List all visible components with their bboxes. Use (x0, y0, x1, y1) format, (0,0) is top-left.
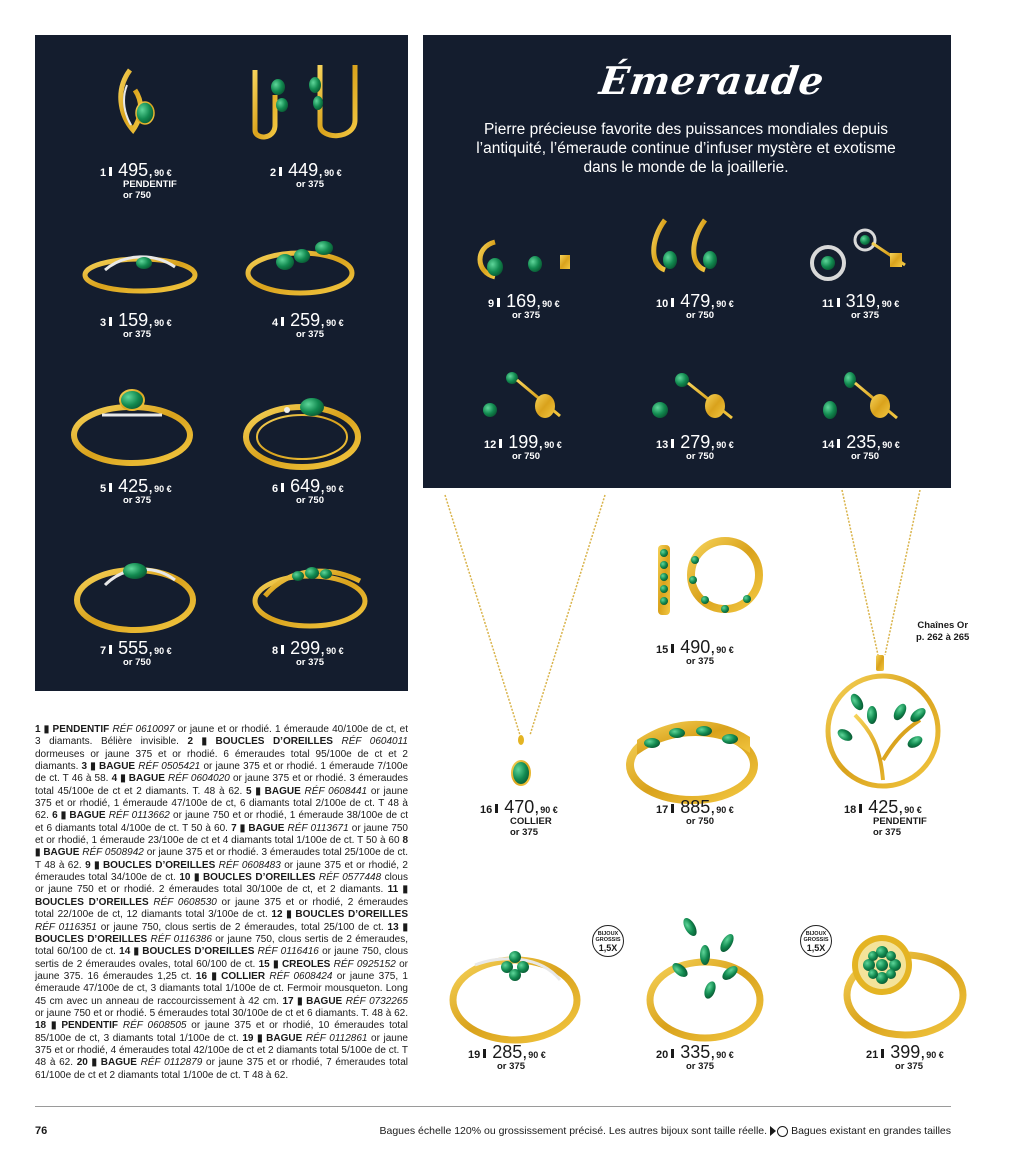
bullet-mark (281, 317, 284, 326)
page-number: 76 (35, 1125, 48, 1137)
product-19-image (453, 951, 577, 1040)
bullet-mark (279, 167, 282, 176)
bullet-mark (109, 317, 112, 326)
product-number: 10 (656, 298, 669, 310)
price-cents: 90 € (544, 440, 562, 450)
magnified-badge: BIJOUX GROSSIS 1,5X (800, 925, 832, 957)
price-line (100, 638, 172, 659)
product-number: 19 (468, 1049, 481, 1061)
price-line (480, 797, 558, 818)
product-5-image (74, 390, 190, 463)
price-line (822, 432, 900, 453)
price-euros: 885, (680, 797, 716, 817)
product-number: 1 (100, 167, 107, 179)
product-13-image (652, 373, 732, 418)
product-16-image (445, 495, 605, 785)
bullet-mark (281, 645, 284, 654)
description-entry: 7 ▮ BAGUE RÉF 0113671 or jaune 750 et or rhodié, 1 émeraude 23/100e de ct et 4 diamants total 1/100e de ct. T 50 à 60 (35, 822, 408, 847)
price-euros: 285, (492, 1042, 528, 1062)
product-material: or 375 (296, 657, 324, 668)
product-17-image (630, 721, 754, 800)
price-euros: 199, (508, 432, 544, 452)
product-material: or 750 (686, 451, 714, 462)
collection-intro: Pierre précieuse favorite des puissances mondiales depuis l’antiquité, l’émeraude continue d’infuser mystère et exotisme dans le monde de la joaillerie. (476, 121, 896, 176)
price-cents: 90 € (540, 805, 558, 815)
price-line (272, 476, 344, 497)
price-line (844, 797, 922, 818)
product-4-image (248, 241, 352, 293)
price-cents: 90 € (542, 299, 560, 309)
product-3-image (85, 257, 195, 291)
bullet-mark (881, 1049, 884, 1058)
product-2-image (255, 65, 355, 137)
price-euros: 425, (868, 797, 904, 817)
product-material: or 375 (512, 310, 540, 321)
price-euros: 399, (890, 1042, 926, 1062)
price-cents: 90 € (528, 1050, 546, 1060)
price-euros: 335, (680, 1042, 716, 1062)
price-line (866, 1042, 944, 1063)
product-material: or 750 (686, 816, 714, 827)
bullet-mark (859, 804, 862, 813)
product-number: 20 (656, 1049, 669, 1061)
product-6-image (246, 398, 358, 467)
price-euros: 235, (846, 432, 882, 452)
collection-title: Émeraude (596, 58, 828, 103)
price-line (468, 1042, 546, 1063)
description-entry: 3 ▮ BAGUE RÉF 0505421 or jaune 375 et or rhodié. 1 émeraude 7/100e de ct. T 46 à 58. (35, 761, 408, 785)
price-euros: 495, (118, 160, 154, 180)
bullet-mark (837, 439, 840, 448)
description-entry: 14 ▮ BOUCLES D’OREILLES RÉF 0116416 or jaune 750, clous sertis de 2 émeraudes ovales, total 60/100 de ct. (35, 946, 409, 970)
price-line (488, 291, 560, 312)
product-material: COLLIER or 375 (510, 816, 552, 838)
price-euros: 159, (118, 310, 154, 330)
product-material: PENDENTIF or 750 (123, 179, 177, 201)
description-entry: 13 ▮ BOUCLES D’OREILLES RÉF 0116386 or jaune 750, clous sertis de 2 émeraudes, total 60/100 de ct. (35, 921, 409, 958)
bullet-mark (671, 804, 674, 813)
bullet-mark (483, 1049, 486, 1058)
description-entry: 12 ▮ BOUCLES D’OREILLES RÉF 0116351 or jaune 750, clous sertis de 2 émeraudes, total 25/100 de ct. (35, 909, 408, 933)
price-cents: 90 € (716, 805, 734, 815)
product-14-image (823, 372, 897, 419)
price-euros: 169, (506, 291, 542, 311)
price-cents: 90 € (154, 484, 172, 494)
bullet-mark (671, 298, 674, 307)
description-entry: 20 ▮ BAGUE RÉF 0112879 or jaune 375 et or rhodié, 7 émeraudes total 61/100e de ct et 2 diamants total 1/100e de ct. T 48 à 62. (35, 1057, 408, 1081)
price-euros: 319, (845, 291, 881, 311)
description-entry: 10 ▮ BOUCLES D’OREILLES RÉF 0577448 clous or jaune 750 et or rhodié. 2 émeraudes total 30/100e de ct, et 2 diamants. (35, 872, 408, 896)
product-number: 17 (656, 804, 669, 816)
price-cents: 90 € (154, 168, 172, 178)
price-euros: 259, (290, 310, 326, 330)
description-entry: 17 ▮ BAGUE RÉF 0732265 or jaune 750 et or rhodié. 5 émeraudes total 30/100e de ct et 6 diamants. T. 48 à 62. (35, 995, 408, 1019)
price-line (272, 638, 344, 659)
product-number: 3 (100, 317, 107, 329)
description-entry: 8 ▮ BAGUE RÉF 0508942 or jaune 375 et or rhodié. 3 émeraudes total 25/100e de ct. T 48 à 62. (35, 835, 408, 871)
product-number: 5 (100, 483, 107, 495)
price-euros: 425, (118, 476, 154, 496)
bullet-mark (281, 483, 284, 492)
price-cents: 90 € (904, 805, 922, 815)
bullet-mark (671, 439, 674, 448)
price-cents: 90 € (881, 299, 900, 309)
price-euros: 649, (290, 476, 326, 496)
product-material: or 375 (296, 329, 324, 340)
product-material: or 375 (686, 1061, 714, 1072)
product-material: or 375 (686, 656, 714, 667)
product-material: or 375 (123, 329, 151, 340)
price-euros: 555, (118, 638, 154, 658)
description-entry: 5 ▮ BAGUE RÉF 0608441 or jaune 375 et or rhodié, 1 émeraude 47/100e de ct, 6 diamants total 2/100e de ct. T 48 à 62. (35, 785, 409, 822)
price-euros: 490, (680, 637, 716, 657)
bullet-mark (109, 167, 112, 176)
price-cents: 90 € (716, 299, 734, 309)
footer-divider (35, 1106, 951, 1107)
product-material: or 375 (895, 1061, 923, 1072)
product-number: 2 (270, 167, 277, 179)
product-7-image (77, 563, 193, 630)
product-10-image (654, 220, 738, 270)
product-number: 21 (866, 1049, 879, 1061)
bullet-mark (497, 298, 500, 307)
price-line (656, 797, 734, 818)
price-line (270, 160, 342, 181)
product-11-image (812, 230, 905, 279)
product-material: or 375 (851, 310, 879, 321)
description-entry: 15 ▮ CREOLES RÉF 0925152 or jaune 375. 16 émeraudes 1,25 ct. (35, 958, 409, 982)
price-cents: 90 € (326, 318, 344, 328)
product-number: 11 (822, 298, 834, 310)
description-entry: 6 ▮ BAGUE RÉF 0113662 or jaune 750 et or rhodié, 1 émeraude 38/100e de ct et 6 diamants total 4/100e de ct. T 50 à 60. (35, 810, 409, 834)
bullet-mark (671, 644, 674, 653)
bullet-mark (499, 439, 502, 448)
arrow-icon (770, 1126, 776, 1136)
product-number: 6 (272, 483, 279, 495)
price-line (656, 432, 734, 453)
chain-reference: Chaînes Or p. 262 à 265 (916, 620, 970, 643)
description-entry: 18 ▮ PENDENTIF RÉF 0608505 or jaune 375 et or rhodié, 10 émeraudes total 85/100e de ct, 3 diamants total 1/100e de ct. (35, 1020, 408, 1044)
product-material: or 750 (686, 310, 714, 321)
price-euros: 449, (288, 160, 324, 180)
product-12-image (483, 372, 560, 418)
price-line (484, 432, 562, 453)
description-entry: 19 ▮ BAGUE RÉF 0112861 or jaune 375 et or rhodié, 4 émeraudes total 42/100e de ct et 2 diamants total 5/100e de ct. T 48 à 62. (35, 1032, 408, 1069)
price-line (656, 1042, 734, 1063)
description-entry: 9 ▮ BOUCLES D’OREILLES RÉF 0608483 or jaune 375 et or rhodié, 2 émeraudes total 34/100e de ct. (35, 859, 408, 884)
price-euros: 299, (290, 638, 326, 658)
product-8-image (255, 567, 365, 626)
product-21-image (847, 935, 963, 1035)
product-material: or 750 (851, 451, 879, 462)
price-cents: 90 € (326, 646, 344, 656)
price-line (100, 160, 172, 181)
product-material: or 375 (123, 495, 151, 506)
price-line (272, 310, 344, 331)
bullet-mark (109, 483, 112, 492)
product-number: 7 (100, 645, 107, 657)
price-cents: 90 € (324, 168, 342, 178)
price-cents: 90 € (326, 484, 344, 494)
product-number: 18 (844, 804, 857, 816)
product-material: or 375 (497, 1061, 525, 1072)
price-line (100, 476, 172, 497)
product-number: 12 (484, 439, 497, 451)
price-line (656, 291, 734, 312)
price-cents: 90 € (154, 646, 172, 656)
product-number: 14 (822, 439, 835, 451)
price-euros: 470, (504, 797, 540, 817)
price-line (656, 637, 734, 658)
product-material: or 750 (123, 657, 151, 668)
description-entry: 16 ▮ COLLIER RÉF 0608424 or jaune 375, 1 émeraude 47/100e de ct, 3 diamants total 1/100e de ct. Fermoir mousqueton. Long 45 cm avec un anneau de raccourcissement à 42 cm. (35, 970, 408, 1007)
bullet-mark (109, 645, 112, 654)
footer-note: Bagues échelle 120% ou grossissement précisé. Les autres bijoux sont taille réelle. Bagues existant en grandes tailles (379, 1125, 951, 1137)
product-9-image (480, 242, 575, 277)
ring-icon (777, 1126, 788, 1137)
description-entry: 2 ▮ BOUCLES D’OREILLES RÉF 0604011 dormeuses or jaune 375 et or rhodié. 6 émeraudes total 95/100e de ct et 2 diamants. (35, 736, 408, 773)
description-entry: 4 ▮ BAGUE RÉF 0604020 or jaune 375 et or rhodié. 3 émeraudes total 45/100e de ct et 2 diamants. T. 48 à 62. (35, 773, 409, 797)
description-entry: 11 ▮ BOUCLES D’OREILLES RÉF 0608530 or jaune 375 et or rhodié, 2 émeraudes total 22/100e de ct, 12 diamants total 3/100e de ct. (35, 884, 409, 921)
magnified-badge: BIJOUX GROSSIS 1,5X (592, 925, 624, 957)
price-euros: 479, (680, 291, 716, 311)
product-number: 8 (272, 645, 279, 657)
product-number: 15 (656, 644, 669, 656)
description-entry: 1 ▮ PENDENTIF RÉF 0610097 or jaune et or rhodié. 1 émeraude 40/100e de ct, et 3 diamants. Bélière invisible. (35, 724, 408, 748)
price-line (822, 291, 899, 312)
price-cents: 90 € (882, 440, 900, 450)
product-material: or 750 (512, 451, 540, 462)
bullet-mark (837, 298, 840, 307)
price-line (100, 310, 172, 331)
product-number: 16 (480, 804, 493, 816)
product-20-image (650, 916, 760, 1038)
product-material: or 750 (296, 495, 324, 506)
product-number: 9 (488, 298, 495, 310)
product-15-image (658, 541, 759, 615)
price-cents: 90 € (716, 645, 734, 655)
bullet-mark (495, 804, 498, 813)
product-descriptions (35, 724, 408, 1082)
price-cents: 90 € (716, 1050, 734, 1060)
price-cents: 90 € (716, 440, 734, 450)
bullet-mark (671, 1049, 674, 1058)
product-material: or 375 (296, 179, 324, 190)
price-cents: 90 € (926, 1050, 944, 1060)
product-1-image (121, 70, 154, 130)
product-number: 4 (272, 317, 279, 329)
product-material: PENDENTIF or 375 (873, 816, 927, 838)
product-number: 13 (656, 439, 669, 451)
price-cents: 90 € (154, 318, 172, 328)
price-euros: 279, (680, 432, 716, 452)
